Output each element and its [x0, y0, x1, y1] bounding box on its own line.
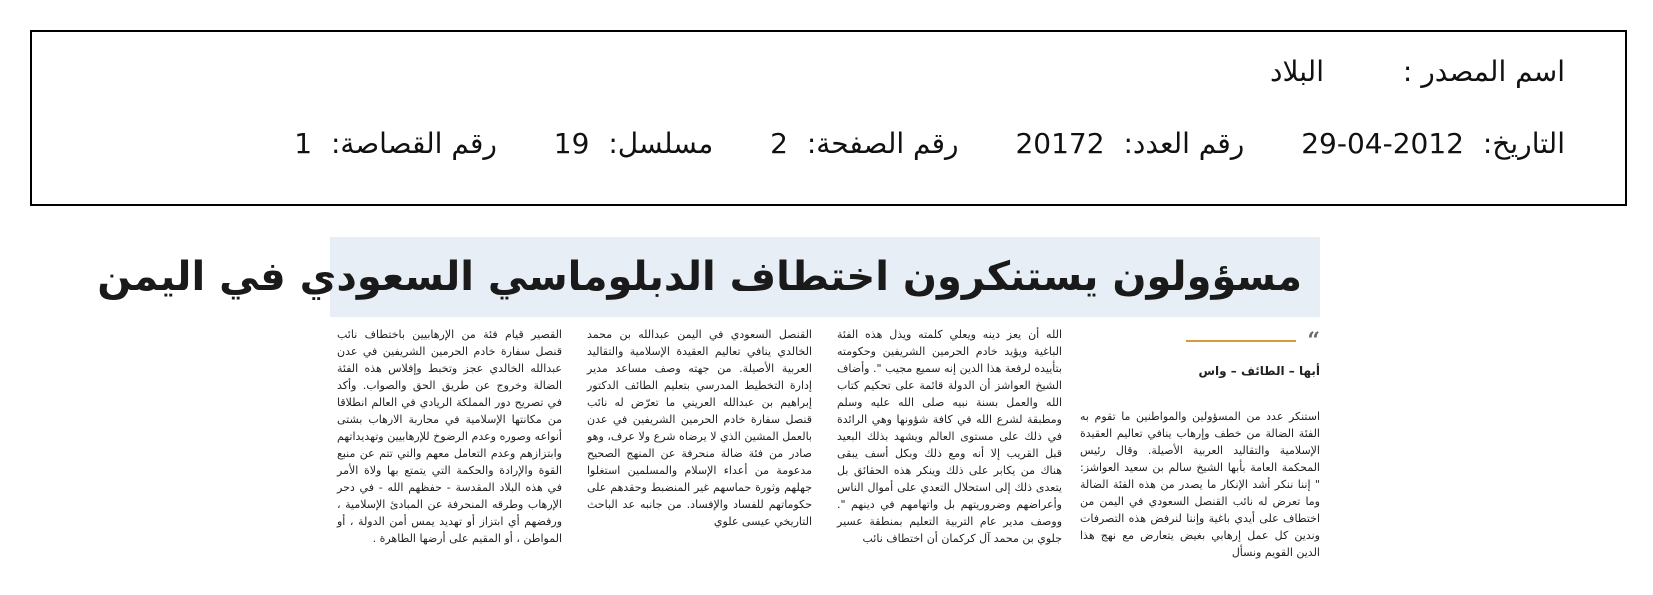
article-column-4: [337, 326, 562, 547]
quote-mark-icon: “: [1307, 328, 1320, 354]
column-2-text: الله أن يعز دينه ويعلي كلمته ويذل هذه الفئة الباغية ويؤيد خادم الحرمين الشريفين وحكومته بتأييده لرفعة هذا الدين إنه سميع مجيب ". وأضاف الشيخ العواشز أن الدولة قائمة على تحكيم كتاب الله والعمل بسنة نبيه صلى الله عليه وسلم ومطبقة لشرع الله في كافة شؤونها وهي الرائدة في ذلك على مستوى العالم ويشهد بذلك البعيد قبل القريب إلا أنه ومع ذلك وبكل أسف يبقى هناك من يكابر على ذلك وينكر هذه الحقائق بل يتعدى ذلك إلى استحلال التعدي على أموال الناس وأعراضهم وضروريتهم بل واتهامهم في دينهم ". ووصف مدير عام التربية التعليم بمنطقة عسير جلوي بن محمد آل كركمان أن اختطاف نائب: [837, 328, 1062, 545]
date-label: التاريخ:: [1482, 127, 1565, 160]
issue-value: 20172: [1015, 127, 1105, 160]
source-row: [1270, 54, 1565, 90]
article-column-2: [837, 326, 1062, 547]
article-headline: مسؤولون يستنكرون اختطاف الدبلوماسي السعودي في اليمن: [97, 254, 1302, 300]
article-dateline: أبها – الطائف – واس: [1198, 364, 1320, 378]
newspaper-clipping: [97, 237, 1320, 587]
serial-label: مسلسل:: [608, 127, 714, 160]
page-label: رقم الصفحة:: [806, 127, 959, 160]
column-4-text: القصير قيام فئة من الإرهابيين باختطاف نائب قنصل سفارة خادم الحرمين الشريفين في عدن عبدالله الخالدي عجز وتخبط وإفلاس هذه الفئة الضالة وخروج عن طريق الحق والصواب. وأكد في تصريح دور المملكة الريادي في العالم انطلاقا من مكانتها الإسلامية في محاربة الارهاب بشتى أنواعه وصوره وعدم الرضوخ للإرهابيين وتهديداتهم وابتزازهم وعدم التعامل معهم والتي تتم عن منبع القوة والإرادة والحكمة التي يتمتع بها ولاة الأمر في هذه البلاد المقدسة - حفظهم الله - في دحر الإرهاب وطرقه المنحرفة عن المبادئ الإسلامية ، ورفضهم أي ابتزاز أو تهديد يمس أمن الدولة ، أو المواطن ، أو المقيم على أرضها الطاهرة .: [337, 328, 562, 545]
source-value: البلاد: [1270, 55, 1324, 88]
source-label: اسم المصدر :: [1402, 55, 1565, 88]
clipping-info-box: [30, 30, 1627, 206]
date-value: 29-04-2012: [1301, 127, 1464, 160]
serial-value: 19: [553, 127, 590, 160]
column-1-text: استنكر عدد من المسؤولين والمواطنين ما تقوم به الفئة الضالة من خطف وإرهاب ينافي تعاليم العقيدة الإسلامية والتقاليد العربية الأصيلة. وقال رئيس المحكمة العامة بأبها الشيخ سالم بن سعيد العواشز: " إننا ننكر أشد الإنكار ما يصدر من هذه الفئة الضالة وما تعرض له نائب القنصل السعودي في اليمن من اختطاف على أيدي باغية وإننا لنرفض هذه التصرفات وندين كل عمل إرهابي بغيض يتعارض مع نهج هذا الدين القويم ونسأل: [1080, 410, 1320, 559]
metadata-row: [294, 126, 1565, 162]
article-column-3: [587, 326, 812, 530]
quote-rule-divider: [1186, 340, 1296, 342]
clip-number-value: 1: [294, 127, 313, 160]
headline-bar: [97, 237, 1320, 317]
page-value: 2: [770, 127, 788, 160]
issue-label: رقم العدد:: [1123, 127, 1245, 160]
clip-number-label: رقم القصاصة:: [330, 127, 497, 160]
column-3-text: القنصل السعودي في اليمن عبدالله بن محمد الخالدي ينافي تعاليم العقيدة الإسلامية والتقاليد العربية الأصيلة. من جهته وصف مساعد مدير إدارة التخطيط المدرسي بتعليم الطائف الدكتور إبراهيم بن عبدالله العريني ما تعرّض له نائب قنصل سفارة خادم الحرمين الشريفين في عدن بالعمل المشين الذي لا يرضاه شرع ولا عرف، وهو صادر من فئة ضالة منحرفة عن المنهج الصحيح مدعومة من أعداء الإسلام والمسلمين استغلوا جهلهم وثورة حماسهم غير المنضبط وحقدهم على حكوماتهم للفساد والإفساد. من جانبه عد الباحث التاريخي عيسى علوي: [587, 328, 812, 528]
